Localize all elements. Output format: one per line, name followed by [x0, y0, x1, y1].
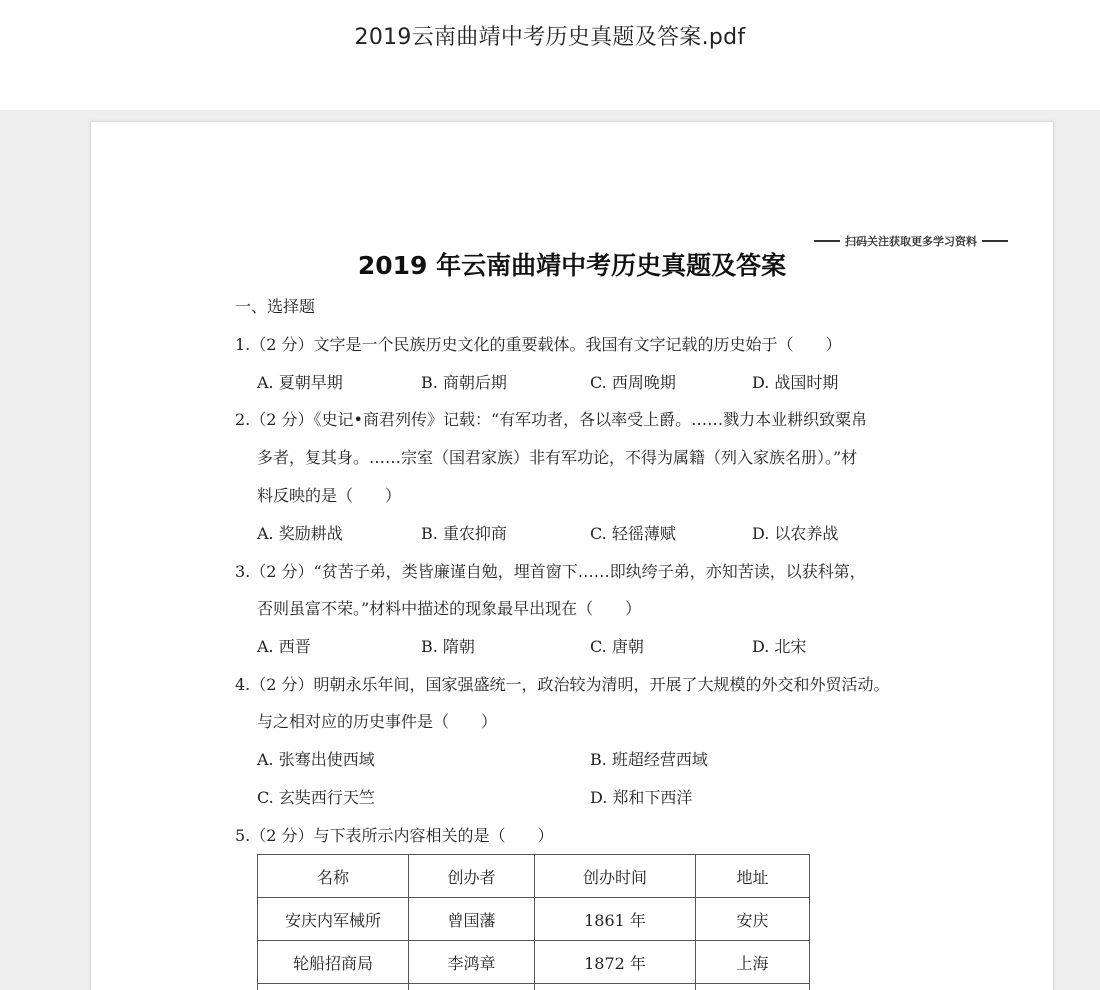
question-3-line-1: 3.（2 分）“贫苦子弟，类皆廉谨自勉，埋首窗下……即纨绔子弟，亦知苦读，以获科第， — [235, 562, 866, 581]
question-2-option-d: D. 以农养战 — [752, 524, 839, 543]
question-1-option-d: D. 战国时期 — [752, 373, 839, 392]
table-cell — [535, 984, 696, 990]
question-2-line-2: 多者，复其身。……宗室（国君家族）非有军功论，不得为属籍（列入家族名册）。”材 — [257, 448, 858, 467]
question-2-line-3: 料反映的是（ ） — [257, 486, 402, 505]
factory-table — [257, 854, 810, 990]
pdf-page — [90, 121, 1054, 990]
table-header-row — [258, 855, 810, 898]
question-3-option-c: C. 唐朝 — [590, 637, 644, 656]
table-cell — [696, 984, 810, 990]
question-1-line-1: 1.（2 分）文字是一个民族历史文化的重要载体。我国有文字记载的历史始于（ ） — [235, 335, 842, 354]
table-header-cell: 名称 — [258, 855, 409, 898]
question-3-option-a: A. 西晋 — [257, 637, 311, 656]
document-viewer[interactable] — [0, 110, 1100, 990]
question-5-line-1: 5.（2 分）与下表所示内容相关的是（ ） — [235, 826, 554, 845]
table-cell: 曾国藩 — [409, 898, 535, 941]
question-4-option-c: C. 玄奘西行天竺 — [257, 788, 375, 807]
question-4-option-a: A. 张骞出使西域 — [257, 750, 375, 769]
question-3-option-b: B. 隋朝 — [421, 637, 475, 656]
question-3-line-2: 否则虽富不荣。”材料中描述的现象最早出现在（ ） — [257, 599, 642, 618]
table-header-cell: 创办时间 — [535, 855, 696, 898]
question-4-line-2: 与之相对应的历史事件是（ ） — [257, 712, 498, 731]
question-3-option-d: D. 北宋 — [752, 637, 807, 656]
table-cell: 1861 年 — [535, 898, 696, 941]
exam-title: 2019 年云南曲靖中考历史真题及答案 — [357, 251, 787, 280]
document-title: 2019云南曲靖中考历史真题及答案.pdf — [354, 25, 746, 50]
table-row — [258, 984, 810, 990]
question-2-option-c: C. 轻徭薄赋 — [590, 524, 676, 543]
banner-rule-right — [982, 240, 1008, 242]
question-2-line-1: 2.（2 分）《史记•商君列传》记载：“有军功者，各以率受上爵。……戮力本业耕织致粟帛 — [235, 410, 868, 429]
table-cell: 轮船招商局 — [258, 941, 409, 984]
table-row — [258, 898, 810, 941]
question-1-option-b: B. 商朝后期 — [421, 373, 507, 392]
table-cell — [258, 984, 409, 990]
question-2-option-b: B. 重农抑商 — [421, 524, 507, 543]
table-cell: 安庆 — [696, 898, 810, 941]
viewer-header — [0, 0, 1100, 110]
table-header-cell: 地址 — [696, 855, 810, 898]
question-2-option-a: A. 奖励耕战 — [257, 524, 343, 543]
table-cell: 上海 — [696, 941, 810, 984]
table-header-cell: 创办者 — [409, 855, 535, 898]
table-cell — [409, 984, 535, 990]
banner-text: 扫码关注获取更多学习资料 — [845, 235, 977, 248]
question-4-line-1: 4.（2 分）明朝永乐年间，国家强盛统一，政治较为清明，开展了大规模的外交和外贸活动。 — [235, 675, 890, 694]
table-cell: 1872 年 — [535, 941, 696, 984]
question-1-option-a: A. 夏朝早期 — [257, 373, 343, 392]
question-1-option-c: C. 西周晚期 — [590, 373, 676, 392]
question-4-option-b: B. 班超经营西域 — [590, 750, 708, 769]
banner-rule-left — [814, 240, 840, 242]
table-row — [258, 941, 810, 984]
table-cell: 安庆内军械所 — [258, 898, 409, 941]
section-heading: 一、选择题 — [235, 297, 316, 316]
question-4-option-d: D. 郑和下西洋 — [590, 788, 693, 807]
table-cell: 李鸿章 — [409, 941, 535, 984]
